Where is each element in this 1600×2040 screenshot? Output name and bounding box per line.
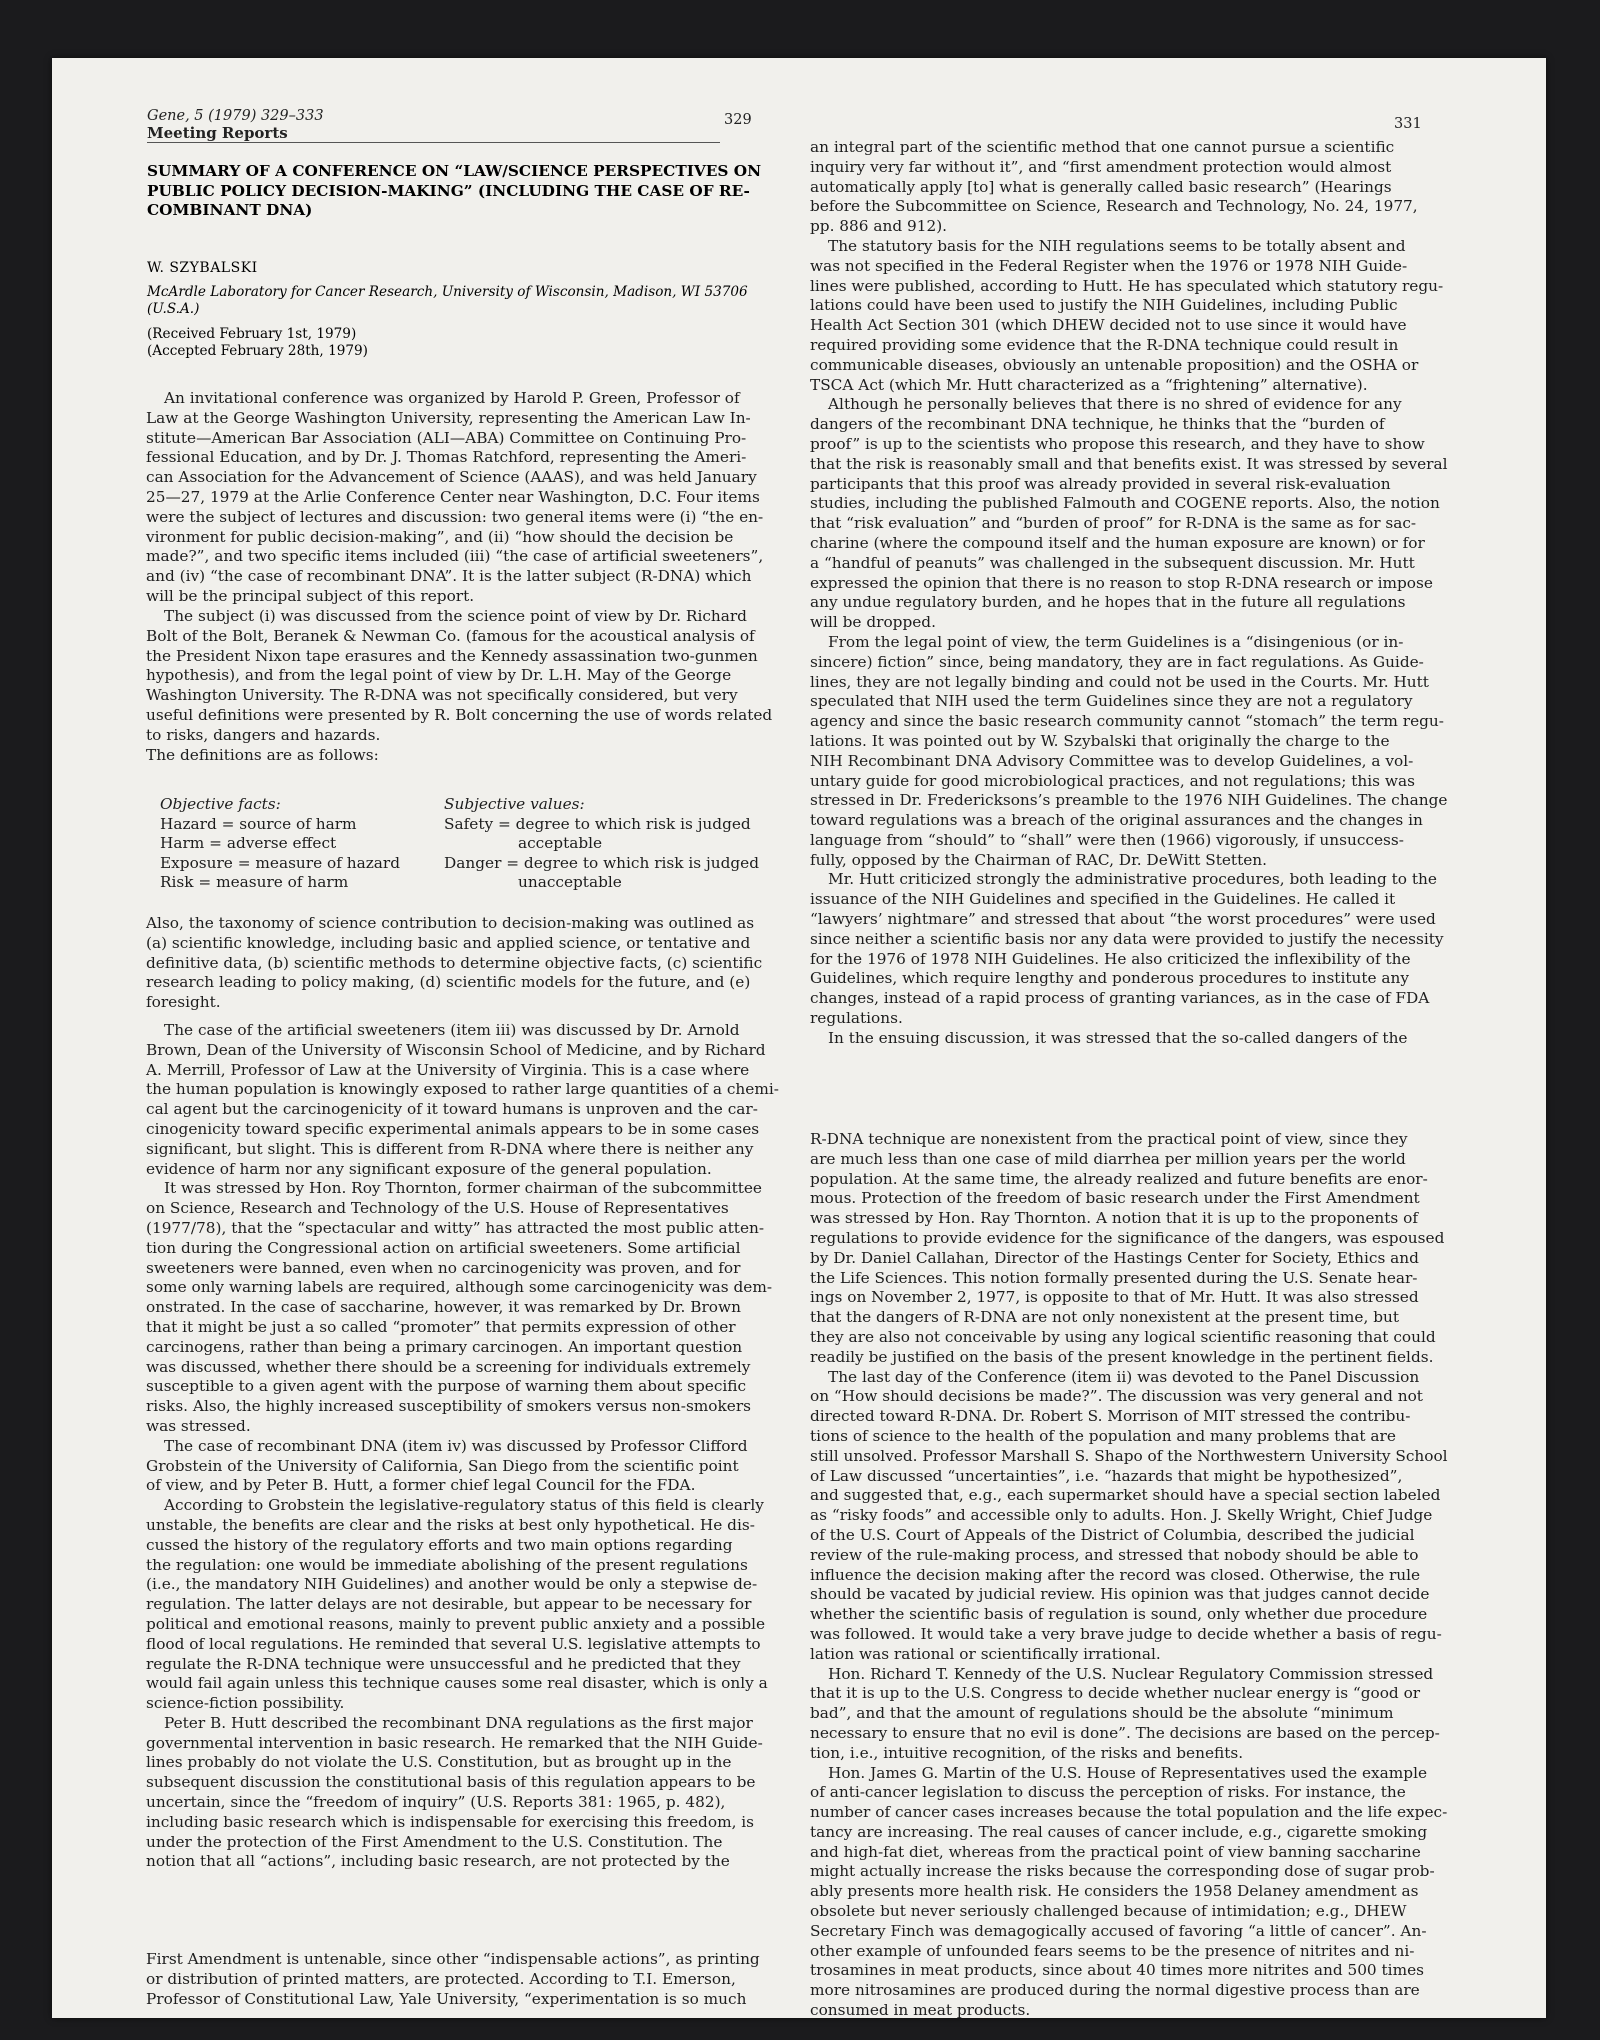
- affiliation-line: (U.S.A.): [147, 301, 200, 317]
- text-line: NIH Recombinant DNA Advisory Committee was to develop Guidelines, a vol-: [810, 751, 1414, 770]
- text-line: First Amendment is untenable, since other “indispensable actions”, as printing: [146, 1950, 760, 1968]
- text-line: dangers of the recombinant DNA technique, he thinks that the “burden of: [810, 415, 1385, 434]
- article-dates: [147, 326, 368, 360]
- text-line: The statutory basis for the NIH regulations seems to be totally absent and: [828, 236, 1406, 255]
- text-line: science-fiction possibility.: [146, 1694, 345, 1713]
- text-line: The definitions are as follows:: [146, 746, 379, 764]
- header-rule: [147, 142, 720, 143]
- text-block: [810, 1130, 1490, 2021]
- text-line: still unsolved. Professor Marshall S. Shapo of the Northwestern University School: [810, 1446, 1448, 1465]
- text-line: that it might be just a so called “promoter” that permits expression of other: [146, 1317, 736, 1336]
- title-line: PUBLIC POLICY DECISION-MAKING” (INCLUDING THE CASE OF RE-: [147, 181, 750, 200]
- text-line: (1977/78), that the “spectacular and witty” has attracted the most public atten-: [146, 1218, 765, 1237]
- page-number-right: 331: [1394, 116, 1422, 132]
- text-line: Also, the taxonomy of science contribution to decision-making was outlined as: [146, 914, 755, 932]
- objective-heading: Objective facts:: [160, 795, 281, 813]
- text-line: regulate the R-DNA technique were unsuccessful and he predicted that they: [146, 1654, 741, 1673]
- text-line: should be vacated by judicial review. His opinion was that judges cannot decide: [810, 1585, 1430, 1604]
- text-line: studies, including the published Falmouth and COGENE reports. Also, the notion: [810, 494, 1440, 513]
- text-line: by Dr. Daniel Callahan, Director of the Hastings Center for Society, Ethics and: [810, 1248, 1419, 1267]
- text-line: Law at the George Washington University, representing the American Law In-: [146, 408, 751, 427]
- subjective-values: [444, 795, 784, 893]
- text-line: unstable, the benefits are clear and the risks at best only hypothetical. He dis-: [146, 1515, 755, 1534]
- text-line: that it is up to the U.S. Congress to decide whether nuclear energy is “good or: [810, 1684, 1421, 1703]
- text-line: “lawyers’ nightmare” and stressed that about “the worst procedures” were used: [810, 910, 1436, 929]
- text-line: Brown, Dean of the University of Wisconsin School of Medicine, and by Richard: [146, 1040, 766, 1059]
- text-line: necessary to ensure that no evil is done”. The decisions are based on the percep-: [810, 1723, 1440, 1742]
- text-line: population. At the same time, the already realized and future benefits are enor-: [810, 1169, 1428, 1188]
- text-line: agency and since the basic research community cannot “stomach” the term regu-: [810, 712, 1444, 731]
- text-line: subsequent discussion the constitutional basis of this regulation appears to be: [146, 1773, 756, 1792]
- text-line: lines probably do not violate the U.S. Constitution, but as brought up in the: [146, 1753, 732, 1772]
- text-line: tion during the Congressional action on artificial sweeteners. Some artificial: [146, 1238, 741, 1257]
- page-number-left: 329: [724, 112, 752, 128]
- received-date: (Received February 1st, 1979): [147, 326, 357, 342]
- text-block: [146, 914, 814, 1013]
- text-block: [146, 746, 814, 766]
- text-line: Secretary Finch was demagogically accused of favoring “a little of cancer”. An-: [810, 1921, 1427, 1940]
- text-line: ings on November 2, 1977, is opposite to that of Mr. Hutt. It was also stressed: [810, 1288, 1419, 1307]
- author-affiliation: [147, 284, 767, 318]
- text-line: before the Subcommittee on Science, Research and Technology, No. 24, 1977,: [810, 197, 1418, 216]
- text-line: and suggested that, e.g., each supermarket should have a special section labeled: [810, 1486, 1441, 1505]
- text-line: that “risk evaluation” and “burden of proof” for R-DNA is the same as for sac-: [810, 514, 1417, 533]
- text-line: political and emotional reasons, mainly to prevent public anxiety and a possible: [146, 1614, 766, 1633]
- text-line: were the subject of lectures and discussion: two general items were (i) “the en-: [146, 507, 764, 526]
- text-line: issuance of the NIH Guidelines and specified in the Guidelines. He called it: [810, 890, 1396, 909]
- text-line: the human population is knowingly exposed to rather large quantities of a chemi-: [146, 1080, 779, 1099]
- definition-item: acceptable: [518, 834, 603, 853]
- text-block: [146, 607, 814, 746]
- title-line: COMBINANT DNA): [147, 201, 313, 219]
- text-line: of view, and by Peter B. Hutt, a former chief legal Council for the FDA.: [146, 1476, 696, 1495]
- text-line: Grobstein of the University of California, San Diego from the scientific point: [146, 1456, 739, 1475]
- text-line: since neither a scientific basis nor any data were provided to justify the necessity: [810, 929, 1444, 948]
- text-line: toward regulations was a breach of the original assurances and the changes in: [810, 811, 1423, 830]
- text-block: [146, 1950, 814, 2009]
- text-line: was stressed.: [146, 1416, 251, 1435]
- text-line: trosamines in meat products, since about 40 times more nitrites and 500 times: [810, 1961, 1424, 1980]
- text-line: communicable diseases, obviously an untenable proposition) and the OSHA or: [810, 355, 1419, 374]
- text-line: From the legal point of view, the term Guidelines is a “disingenious (or in-: [828, 632, 1404, 651]
- text-block: [810, 138, 1490, 1049]
- text-line: sweeteners were banned, even when no carcinogenicity was proven, and for: [146, 1258, 741, 1277]
- text-line: stitute—American Bar Association (ALI—ABA) Committee on Continuing Pro-: [146, 428, 747, 447]
- text-line: and (iv) “the case of recombinant DNA”. It is the latter subject (R-DNA) which: [146, 567, 752, 586]
- text-line: they are also not conceivable by using any logical scientific reasoning that could: [810, 1327, 1436, 1346]
- text-line: fully, opposed by the Chairman of RAC, Dr. DeWitt Stetten.: [810, 850, 1267, 869]
- text-line: flood of local regulations. He reminded that several U.S. legislative attempts to: [146, 1634, 761, 1653]
- affiliation-line: McArdle Laboratory for Cancer Research, University of Wisconsin, Madison, WI 53706: [147, 284, 748, 300]
- text-line: speculated that NIH used the term Guidelines since they are not a regulatory: [810, 692, 1413, 711]
- text-line: lines were published, according to Hutt. He has speculated which statutory regu-: [810, 276, 1444, 295]
- text-line: tions of science to the health of the population and many problems that are: [810, 1426, 1396, 1445]
- text-line: consumed in meat products.: [810, 2001, 1031, 2020]
- accepted-date: (Accepted February 28th, 1979): [147, 343, 368, 359]
- text-line: foresight.: [146, 993, 221, 1012]
- text-line: for the 1976 of 1978 NIH Guidelines. He also criticized the inflexibility of the: [810, 949, 1411, 968]
- text-line: fessional Education, and by Dr. J. Thomas Ratchford, representing the Ameri-: [146, 448, 747, 467]
- text-line: of the U.S. Court of Appeals of the District of Columbia, described the judicial: [810, 1525, 1415, 1544]
- text-line: bad”, and that the amount of regulations should be the absolute “minimum: [810, 1704, 1394, 1723]
- text-line: other example of unfounded fears seems to be the presence of nitrites and ni-: [810, 1941, 1415, 1960]
- text-line: 25—27, 1979 at the Arlie Conference Center near Washington, D.C. Four items: [146, 487, 760, 506]
- text-line: more nitrosamines are produced during the normal digestive process than are: [810, 1981, 1420, 2000]
- text-line: notion that all “actions”, including basic research, are not protected by the: [146, 1852, 730, 1871]
- text-line: obsolete but never seriously challenged because of intimidation; e.g., DHEW: [810, 1902, 1407, 1921]
- text-line: the President Nixon tape erasures and the Kennedy assassination two-gunmen: [146, 646, 758, 665]
- text-line: will be the principal subject of this report.: [146, 586, 475, 605]
- title-line: SUMMARY OF A CONFERENCE ON “LAW/SCIENCE PERSPECTIVES ON: [147, 162, 762, 180]
- text-line: including basic research which is indispensable for exercising this freedom, is: [146, 1812, 755, 1831]
- text-line: expressed the opinion that there is no reason to stop R-DNA research or impose: [810, 573, 1433, 592]
- text-line: evidence of harm nor any significant exposure of the general population.: [146, 1159, 712, 1178]
- text-line: that the risk is reasonably small and that benefits exist. It was stressed by several: [810, 454, 1448, 473]
- text-line: The case of the artificial sweeteners (item iii) was discussed by Dr. Arnold: [164, 1021, 740, 1039]
- definition-item: unacceptable: [518, 873, 622, 892]
- text-line: lines, they are not legally binding and could not be used in the Courts. Mr. Hutt: [810, 672, 1429, 691]
- text-line: cinogenicity toward specific experimental animals appears to be in some cases: [146, 1119, 760, 1138]
- text-line: significant, but slight. This is different from R-DNA where there is neither any: [146, 1139, 754, 1158]
- text-line: susceptible to a given agent with the purpose of warning them about specific: [146, 1377, 747, 1396]
- text-line: mous. Protection of the freedom of basic research under the First Amendment: [810, 1189, 1420, 1208]
- text-line: TSCA Act (which Mr. Hutt characterized as a “frightening” alternative).: [810, 375, 1368, 394]
- text-line: some only warning labels are required, although some carcinogenicity was dem-: [146, 1278, 773, 1297]
- text-line: uncertain, since the “freedom of inquiry” (U.S. Reports 381: 1965, p. 482),: [146, 1793, 726, 1812]
- text-line: number of cancer cases increases because the total population and the life expec-: [810, 1803, 1448, 1822]
- text-line: Washington University. The R-DNA was not specifically considered, but very: [146, 686, 738, 705]
- article-title: [147, 162, 811, 221]
- text-line: review of the rule-making process, and stressed that nobody should be able to: [810, 1545, 1419, 1564]
- text-line: pp. 886 and 912).: [810, 217, 948, 236]
- text-line: was stressed by Hon. Ray Thornton. A notion that it is up to the proponents of: [810, 1209, 1418, 1228]
- text-line: cussed the history of the regulatory efforts and two main options regarding: [146, 1535, 733, 1554]
- text-line: lations could have been used to justify the NIH Guidelines, including Public: [810, 296, 1398, 315]
- subjective-heading: Subjective values:: [444, 795, 585, 813]
- text-line: inquiry very far without it”, and “first amendment protection would almost: [810, 157, 1392, 176]
- text-line: ably presents more health risk. He considers the 1958 Delaney amendment as: [810, 1882, 1419, 1901]
- text-line: directed toward R-DNA. Dr. Robert S. Morrison of MIT stressed the contribu-: [810, 1407, 1411, 1426]
- definition-item: Risk = measure of harm: [160, 873, 349, 892]
- text-line: (a) scientific knowledge, including basic and applied science, or tentative and: [146, 933, 751, 952]
- text-line: a “handful of peanuts” was challenged in the subsequent discussion. Mr. Hutt: [810, 553, 1415, 572]
- text-line: Hon. James G. Martin of the U.S. House of Representatives used the example: [828, 1763, 1428, 1782]
- text-line: useful definitions were presented by R. Bolt concerning the use of words related: [146, 705, 773, 724]
- text-line: vironment for public decision-making”, and (ii) “how should the decision be: [146, 527, 734, 546]
- text-line: to risks, dangers and hazards.: [146, 725, 381, 744]
- journal-info: [147, 108, 324, 142]
- text-line: influence the decision making after the record was closed. Otherwise, the rule: [810, 1565, 1421, 1584]
- text-line: might actually increase the risks because the corresponding dose of sugar prob-: [810, 1862, 1435, 1881]
- definition-item: Harm = adverse effect: [160, 834, 337, 853]
- text-line: stressed in Dr. Fredericksons’s preamble to the 1976 NIH Guidelines. The change: [810, 791, 1448, 810]
- text-line: risks. Also, the highly increased susceptibility of smokers versus non-smokers: [146, 1397, 751, 1416]
- author-name: W. SZYBALSKI: [147, 260, 258, 276]
- text-block: [146, 1021, 814, 1872]
- text-line: charine (where the compound itself and the human exposure are known) or for: [810, 533, 1425, 552]
- text-line: (i.e., the mandatory NIH Guidelines) and another would be only a stepwise de-: [146, 1575, 758, 1594]
- journal-page: [52, 58, 1546, 2018]
- text-line: any undue regulatory burden, and he hopes that in the future all regulations: [810, 593, 1406, 612]
- definition-item: Hazard = source of harm: [160, 814, 357, 833]
- text-line: and high-fat diet, whereas from the practical point of view banning saccharine: [810, 1842, 1421, 1861]
- text-line: regulations to provide evidence for the significance of the dangers, was espoused: [810, 1228, 1445, 1247]
- text-line: untary guide for good microbiological practices, and not regulations; this was: [810, 771, 1415, 790]
- text-line: will be dropped.: [810, 613, 936, 632]
- text-line: would fail again unless this technique causes some real disaster, which is only a: [146, 1674, 768, 1693]
- text-line: lations. It was pointed out by W. Szybalski that originally the charge to the: [810, 731, 1390, 750]
- text-line: tancy are increasing. The real causes of cancer include, e.g., cigarette smoking: [810, 1822, 1428, 1841]
- text-line: automatically apply [to] what is generally called basic research” (Hearings: [810, 177, 1392, 196]
- journal-citation: Gene, 5 (1979) 329–333: [147, 108, 324, 124]
- text-line: The subject (i) was discussed from the science point of view by Dr. Richard: [164, 607, 747, 625]
- text-line: whether the scientific basis of regulation is sound, only whether due procedure: [810, 1605, 1428, 1624]
- text-line: Health Act Section 301 (which DHEW decided not to use since it would have: [810, 316, 1407, 335]
- text-line: readily be justified on the basis of the present knowledge in the pertinent fields.: [810, 1347, 1434, 1366]
- text-line: the Life Sciences. This notion formally presented during the U.S. Senate hear-: [810, 1268, 1418, 1287]
- text-line: an integral part of the scientific method that one cannot pursue a scientific: [810, 138, 1395, 156]
- text-line: According to Grobstein the legislative-regulatory status of this field is clearly: [164, 1496, 764, 1515]
- text-line: the regulation: one would be immediate abolishing of the present regulations: [146, 1555, 748, 1574]
- text-line: on “How should decisions be made?”. The discussion was very general and not: [810, 1387, 1423, 1406]
- text-line: research leading to policy making, (d) scientific models for the future, and (e): [146, 973, 751, 992]
- text-line: or distribution of printed matters, are protected. According to T.I. Emerson,: [146, 1969, 736, 1988]
- text-line: sincere) fiction” since, being mandatory, they are in fact regulations. As Guide-: [810, 652, 1424, 671]
- definition-item: Danger = degree to which risk is judged: [444, 853, 760, 872]
- text-line: was followed. It would take a very brave judge to decide whether a basis of regu-: [810, 1624, 1442, 1643]
- text-line: It was stressed by Hon. Roy Thornton, former chairman of the subcommittee: [164, 1179, 762, 1198]
- text-line: regulation. The latter delays are not desirable, but appear to be necessary for: [146, 1595, 752, 1614]
- text-line: Peter B. Hutt described the recombinant DNA regulations as the first major: [164, 1713, 753, 1732]
- text-line: are much less than one case of mild diarrhea per million years per the world: [810, 1149, 1406, 1168]
- definition-item: Safety = degree to which risk is judged: [444, 814, 751, 833]
- text-line: of Law discussed “uncertainties”, i.e. “hazards that might be hypothesized”,: [810, 1466, 1403, 1485]
- text-line: Hon. Richard T. Kennedy of the U.S. Nuclear Regulatory Commission stressed: [828, 1664, 1434, 1683]
- text-line: Although he personally believes that there is no shred of evidence for any: [828, 395, 1402, 414]
- text-line: governmental intervention in basic research. He remarked that the NIH Guide-: [146, 1733, 763, 1752]
- text-line: on Science, Research and Technology of the U.S. House of Representatives: [146, 1199, 729, 1218]
- text-line: A. Merrill, Professor of Law at the University of Virginia. This is a case where: [146, 1060, 750, 1079]
- text-line: The last day of the Conference (item ii) was devoted to the Panel Discussion: [828, 1367, 1420, 1386]
- text-line: changes, instead of a rapid process of granting variances, as in the case of FDA: [810, 989, 1430, 1008]
- text-line: was not specified in the Federal Register when the 1976 or 1978 NIH Guide-: [810, 256, 1408, 275]
- text-line: regulations.: [810, 1009, 903, 1028]
- text-line: Mr. Hutt criticized strongly the administrative procedures, both leading to the: [828, 870, 1437, 889]
- text-line: made?”, and two specific items included (iii) “the case of artificial sweeteners”,: [146, 547, 764, 566]
- text-line: The case of recombinant DNA (item iv) was discussed by Professor Clifford: [164, 1436, 748, 1455]
- text-line: onstrated. In the case of saccharine, however, it was remarked by Dr. Brown: [146, 1298, 741, 1317]
- text-line: tion, i.e., intuitive recognition, of the risks and benefits.: [810, 1743, 1244, 1762]
- text-line: under the protection of the First Amendment to the U.S. Constitution. The: [146, 1832, 723, 1851]
- text-line: cal agent but the carcinogenicity of it toward humans is unproven and the car-: [146, 1100, 758, 1119]
- text-line: R-DNA technique are nonexistent from the practical point of view, since they: [810, 1130, 1408, 1148]
- text-line: as “risky foods” and accessible only to adults. Hon. J. Skelly Wright, Chief Judge: [810, 1506, 1433, 1525]
- text-line: was discussed, whether there should be a screening for individuals extremely: [146, 1357, 751, 1376]
- text-line: An invitational conference was organized by Harold P. Green, Professor of: [164, 389, 740, 407]
- text-line: Professor of Constitutional Law, Yale University, “experimentation is so much: [146, 1989, 747, 2008]
- text-line: language from “should” to “shall” were then (1966) vigorously, if unsuccess-: [810, 830, 1404, 849]
- text-line: lation was rational or scientifically irrational.: [810, 1644, 1161, 1663]
- text-line: that the dangers of R-DNA are not only nonexistent at the present time, but: [810, 1308, 1400, 1327]
- text-line: hypothesis), and from the legal point of view by Dr. L.H. May of the George: [146, 666, 732, 685]
- text-line: proof” is up to the scientists who propose this research, and they have to show: [810, 434, 1425, 453]
- text-line: required providing some evidence that the R-DNA technique could result in: [810, 335, 1399, 354]
- text-line: can Association for the Advancement of Science (AAAS), and was held January: [146, 468, 757, 487]
- text-line: participants that this proof was already provided in several risk-evaluation: [810, 474, 1391, 493]
- text-line: In the ensuing discussion, it was stressed that the so-called dangers of the: [828, 1028, 1408, 1047]
- text-block: [146, 389, 814, 607]
- text-line: Bolt of the Bolt, Beranek & Newman Co. (famous for the acoustical analysis of: [146, 626, 755, 645]
- objective-facts: [160, 795, 400, 893]
- section-label: Meeting Reports: [147, 124, 288, 142]
- text-line: of anti-cancer legislation to discuss the perception of risks. For instance, the: [810, 1783, 1406, 1802]
- text-line: carcinogens, rather than being a primary carcinogen. An important question: [146, 1337, 743, 1356]
- text-line: definitive data, (b) scientific methods to determine objective facts, (c) scientific: [146, 953, 763, 972]
- text-line: Guidelines, which require lengthy and ponderous procedures to institute any: [810, 969, 1410, 988]
- definition-item: Exposure = measure of hazard: [160, 853, 400, 872]
